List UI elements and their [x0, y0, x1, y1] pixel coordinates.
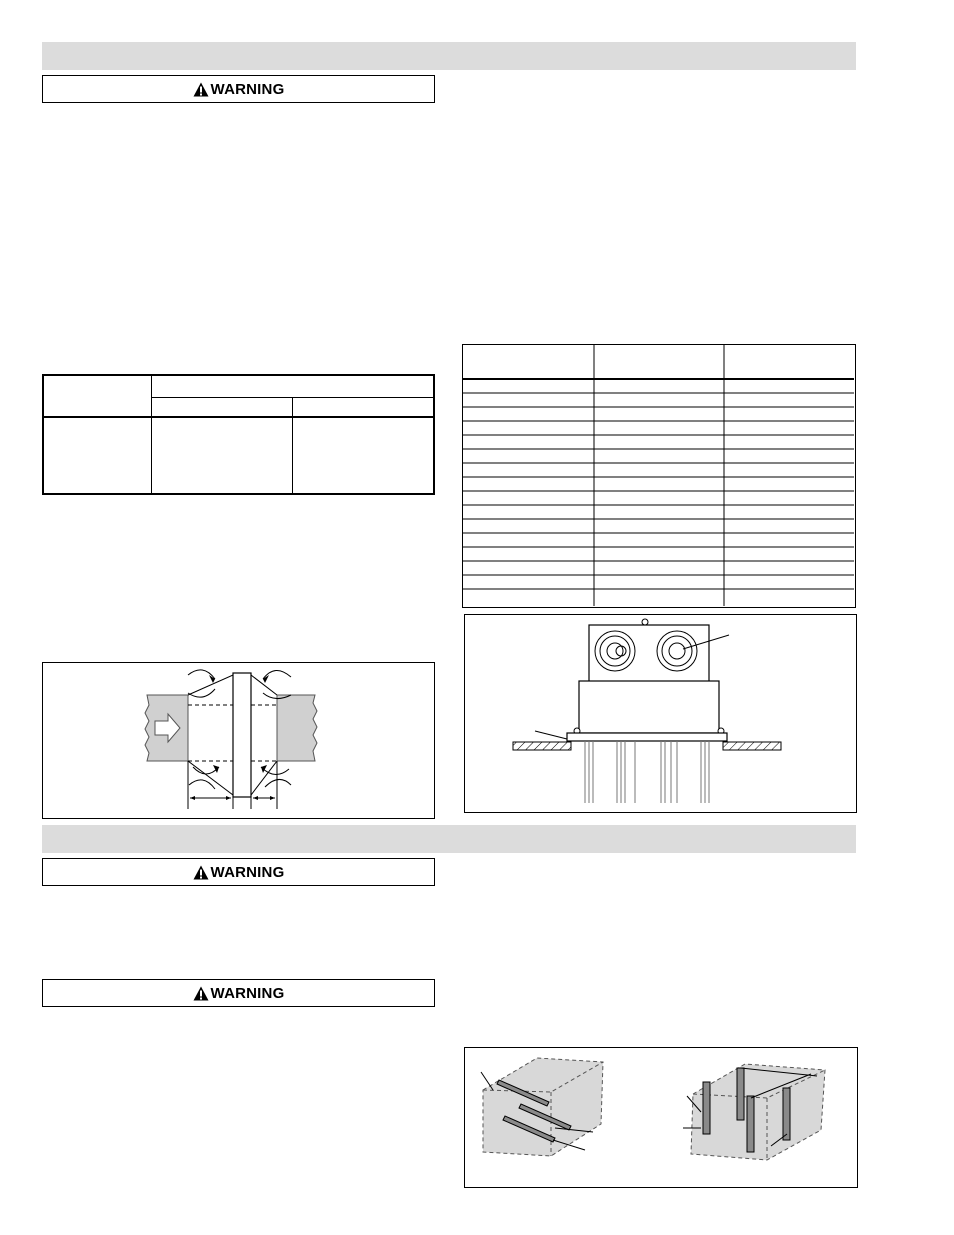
unit-mounting-figure [464, 614, 857, 813]
curb-right [723, 742, 781, 750]
table-cell [293, 417, 435, 494]
table-header-cell [152, 375, 435, 397]
left-table [42, 374, 435, 495]
warning-triangle-icon [193, 82, 209, 97]
coil-section [233, 673, 251, 797]
table-header-cell [152, 397, 293, 417]
warning-triangle-icon [193, 865, 209, 880]
section-header-band-1 [42, 42, 856, 70]
curb-left [513, 742, 571, 750]
warning-triangle-icon [193, 986, 209, 1001]
warning-label: WARNING [210, 863, 285, 881]
right-duct [277, 695, 317, 761]
vertical-stiffener-duct [683, 1064, 825, 1160]
table-cell [152, 417, 293, 494]
right-table [462, 344, 856, 608]
warning-label: WARNING [210, 80, 285, 98]
horizontal-stiffener-duct [481, 1058, 603, 1156]
section-header-band-2 [42, 825, 856, 853]
warning-box-2 [42, 858, 435, 886]
fan-housing [589, 625, 709, 683]
table-cell [43, 417, 152, 494]
warning-label: WARNING [210, 984, 285, 1002]
duct-transition-figure [42, 662, 435, 819]
warning-box-1 [42, 75, 435, 103]
table-row [43, 417, 434, 494]
duct-stiffener-figure [464, 1047, 858, 1188]
warning-box-3 [42, 979, 435, 1007]
table-header-cell [293, 397, 435, 417]
heater-body [579, 681, 719, 733]
table-header-cell [43, 375, 152, 417]
